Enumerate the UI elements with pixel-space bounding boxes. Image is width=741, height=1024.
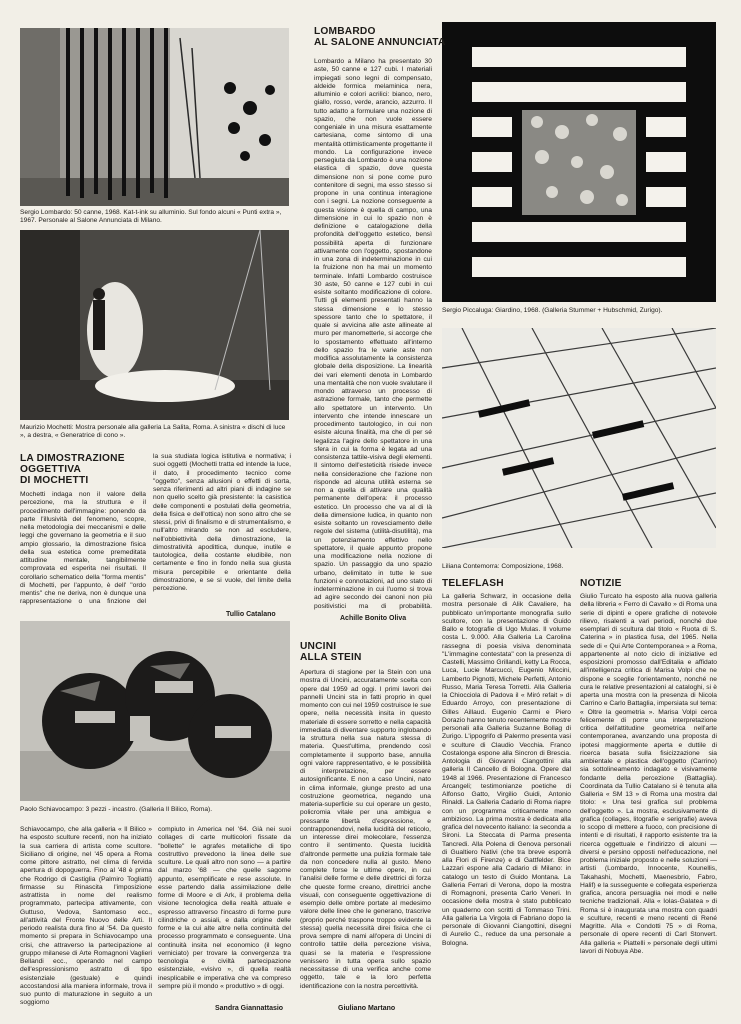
contemorra-image <box>442 328 716 548</box>
schiavocampo-article-body-col1: Schiavocampo, che alla galleria « Il Bilico » ha esposto sculture recenti, non ha iniziato la sua carriera di artista come scultore. Siciliano di origine, nel '45 opera a Roma come pittore astratto, nel clima di fervida apertura di dopoguerra. Fino al '48 è prima che Rodrigo di Castiglia (Palmiro Togliatti) firmasse su Rinascita l'imposizione astrattista in nome del realismo programmato, partecipa attivamente, con Guttuso, Vedova, Santomaso ecc., all'attività del Fronte Nuovo delle Arti. Il periodo realista dura fino al '54. Da questo momento si prepara in Schiavocampo una crisi, che attraverso la partecipazione al gruppo milanese di Arte Romagnoni Vaglieri Bellandi ecc., operando nel campo dell'espressionismo astratto di tipo esistenziale (gestuale) e quindi accostandosi alla maniera informale, trova il suo punto di maturazione in seguito a un soggiorno <box>20 826 152 1007</box>
teleflash-title: TELEFLASH <box>442 578 504 589</box>
mochetti-photo <box>20 230 289 420</box>
mochetti-article-body-col2: la sua studiata logica istitutiva e normativa; i suoi oggetti (Mochetti tratta ed intende la luce, il dato, il procedimento tecnico come "oggetto", senza allusioni o effetti di sorta, senza riferimenti ad altri piani di indagine se non quello scelto già presistente: la casistica delle componenti e postulati della geometria, della fisica e dell'ottica) non sono altro che se stessi, privi di finalismo e di strumentalismo, e null'altro mirando se non ad escludere, nell'obbiettività della dimostrazione, la dimostratività apodittica, dunque, inutile e tautologica, della costante eludibile, non certamente e fino in fondo nella sua giusta misura percepibile e orientante della dimostrazione, e se si vuole, del limite della percezione. <box>153 453 291 592</box>
lombardo-article-body: Lombardo a Milano ha presentato 30 aste, 50 canne e 127 cubi. I materiali impiegati sono legni di compensato, aldeide formica melaminica nera, alluminio e colori acrilici: bianco, nero, giallo, rosso, verde, arancio, azzurro. Il tutto adatto a formulare una nozione di spazio, che non vuole essere congeniale in una misura esattamente cartesiana, come sintomo di una mentalità ottimisticamente progettante il mondo. La configurazione invece persegiuta da Lombardo è una nozione elastica di spazio, dove questa dimensione non si pone come puro contenitore di segni, ma esso stesso si propone in una continua interagione con i segni. La nozione conseguente a questa visione è quella di campo, una dimensione in cui lo spazio non è definizione e catalogazione della profondità dell'oggetto estetico, bensì possibilità aperta di funzionare attivamente con l'oggetto, spostandone in una zona di indeterminazione in cui la fruizione non ha mai un momento terminale. Infatti Lombardo costruisce 30 aste, 50 canne e 127 cubi in cui esiste soltanto modificazione di colore. Tutti gli elementi presentati hanno la stessa dimensione e lo stesso spessore tanto che lo spettatore, il quale si avvicina alle aste allineate al muro per manometterle, si accorge che lo spostamento effettuato all'interno dello spazio fra le varie aste non modifica assolutamente la consistenza globale della disposizione. La linearità dei vari elementi denota in Lombardo una mentalità che non vuole svalutare il mondo attraverso un processo di astrazione formale, tanto che permette allo spettatore un intervento. Un intervento che intende innescare un procedimento tautologico, in cui non esiste alcuna finalità, ma che di per sé legalizza l'agire dello spettatore in una sfera in cui la forma è legata ad una consistenza tattile-visiva degli elementi. Il sintomo dell'esteticità risiede invece nella considerazione che l'azione non risponde ad alcuna utilità esterna se non a quella di attivare una qualità permanente dell'opera: il processo estetico. Un processo che va al di là della dimensione ludica, in quanto non esiste soltanto un rovesciamento delle regole del sistema (utilità-disutilità), ma un potenziamento effettivo nello spettatore, il quale appunto propone una modificazione nella nozione di spazio. Un passaggio da uno spazio urbano, delimitato in tutte le sue funzioni e connotazioni, ad uno stato di indeterminazione in cui l'uomo si trova ad agire secondo dei canoni non più positivistici ma di probabilità. <box>314 58 432 610</box>
schiavocampo-article-body-col2: compiuto in America nel '64. Già nei suoi collages di carte multicolori fissate da "bollette" le agrafes metalliche di tipo costruttivo prevedono la linea delle sue sculture. Le quali altro non sono — a partire dal marzo '68 — che quelle sagome appunto, esemplificate e rese assolute. In esse partendo dalla assimilazione delle forme di Moore e di Ark, il problema della visione tecnologica della realtà attuale e espresso attraverso l'incastro di forme pure cilindriche o assiali, e dalla origine delle forme e la cui alte altre nella continuità del processo programmato e conseguente. Una continuità insita nel economico (il legno verniciato) per trovare la convergenza tra tecnologia e civiltà partecipazione esistenziale, «visivo », di quella realtà inesplicabile e imperativa che va compreso sempre più il mondo « produttivo » di oggi. <box>158 826 291 990</box>
lombardo-photo-caption: Sergio Lombardo: 50 canne, 1968. Kat-t-ink su alluminio. Sul fondo alcuni « Punti extra », 1967. Personale al Salone Annunciata di Milano. <box>20 209 282 225</box>
contemorra-image-caption: Liliana Contemorra: Composizione, 1968. <box>442 563 564 570</box>
mochetti-article-body-col1: Mochetti indaga non il valore della percezione, ma la struttura e il procedimento dell'immagine: ponendo da parte l'illusività del fenomeno, scopre, nella metodologia dei meccanismi e delle leggi che governano la geometria e il suo ampio glossario, la dimostrazione fisica della sua estetica come premeditata attitudine mentale, tangibilmente comprovata ed esperita nei risultati. Il corollario schematico della "forma mentis" di Mochetti, per l'appunto, è dell' "ordo mentis" che ne deriva, non è dunque una rappresentazione o una finzione del <box>20 491 146 606</box>
schiavocampo-photo <box>20 621 290 801</box>
uncini-article-body: Apertura di stagione per la Stein con una mostra di Uncini, accuratamente scelta con opere dal 1959 ad oggi. I primi lavori dei pannelli Uncini sta in fatti proprio in quel momento con cui nel 1959 costruisce le sue opere, nella necessità insita in questo materiale di essere sorretto e nella capacità immediata di diventare supporto inglobando la struttura nella sua natura stessa di materia. Quest'ultima, prendendo così completamente il supporto base, annulla ogni valore rappresentativo, e le possibilità di interpretazione, per essere autosignificante. E non a caso Uncini, nato in clima informale, giunge presto ad una costruzione geometrica, negando una materia-superficie su cui operare un gesto, policromia vitale per una ambigua e pressante libertà d'espressione, e contrapponendovi, nella lucidità del reticolo, un interesse direi molecolare, l'essenza contro il sentimento. Questa lucidità d'altronde permette una pulizia formale tale da non concedere nulla al gusto. Meno complete forse le ultime opere, in cui l'analisi delle forme e delle direttrici di forza che queste forme creano, direttrici anche visuali, con conseguente oggettivazione di esempio delle ombre portate al medesimo valore delle linee che le generano, trascrive (proprio perché traspone troppo evidente la stessa) quella necessità direi fisica che ci prova sempre di nami all'opera di Uncini di controllo tattile della percezione visiva, quasi se la materia e l'espressione venissero in tutta opera sullo spazio necessitasse di una verifica anche come oggetto, tale e la loro perfetta identificazione con la nostra percettività. <box>300 669 431 990</box>
mochetti-article-title-line3: DI MOCHETTI <box>20 475 89 486</box>
lombardo-photo <box>20 28 289 206</box>
piccaluga-image-caption: Sergio Piccaluga: Giardino, 1968. (Galleria Stummer + Hubschmid, Zurigo). <box>442 307 663 314</box>
schiavocampo-photo-caption: Paolo Schiavocampo: 3 pezzi - incastro. (Galleria Il Bilico, Roma). <box>20 806 213 813</box>
mochetti-article-title-line1: LA DIMOSTRAZIONE <box>20 453 125 464</box>
mochetti-article-signature: Tullio Catalano <box>226 611 276 618</box>
uncini-article-signature: Giuliano Martano <box>338 1005 396 1012</box>
mochetti-article-title-line2: OGGETTIVA <box>20 464 82 475</box>
piccaluga-image <box>442 22 716 302</box>
lombardo-article-title-line1: LOMBARDO <box>314 26 376 37</box>
notizie-title: NOTIZIE <box>580 578 622 589</box>
mochetti-photo-caption: Maurizio Mochetti: Mostra personale alla galleria La Salita, Roma. A sinistra « dischi di luce », a destra, « Generatrice di cono ». <box>20 424 286 440</box>
teleflash-body: La galleria Schwarz, in occasione della mostra personale di Alik Cavaliere, ha pubblicato un'importante monografia sullo scultore, con la presentazione di Guido Ballo e fotografie di Ugo Mulas. Il volume costa L. 9.000. Alla Galleria La Carolina rassegna di poesia visiva denominata "L'immagine contestata" con la presenza di Castelli, Massimo Grillandi, ketty La Rocca, Luca, Lucie Marcucci, Eugenio Miccini, Lamberto Pignotti, Michele Perfetti, Antonio Russo, Maria Teresa Torretti. Alla Galleria la Chiocciola di Padova il « Miró refait » di Eduardo Arroyo, con presentazione di Gilles Aillaud. Eugenio Carmi e Piero Dorazio hanno tenuto recentemente mostre personali alla Galleria Suzanne Bollag di Zurigo. L'ippogrifo di Palermo presenta vasi e sculture di Claudio Vecchia. Franco Costalonga espone alla Sincron di Brescia. Antologia di Giovanni Ciangottini alla galleria Il Cancello di Bologna. Opere dal 1948 al 1966. Presentazione di Francesco Arcangeli; testimonianze poetiche di Alfonso Gatto, Virgilio Guidi, Antonio Rinaldi. La Galleria Cadario di Roma riapre con un programma criticamente meno ambizioso. La prima mostra è dedicata alla grafica del novecento italiano: la seconda a Sironi. La Steccata di Parma presenta Tancredi. Alla Polena di Genova personali di Gualtiero Nativi (che tra breve esporrà alla Flori di Firenze) e di Gattfelder. Bice Lazzari espone alla Cadario di Milano: in catalogo un testo di Guido Montana. La Galleria Ferrari di Verona, dopo la mostra di Romagnoni, presenta Carlo Veneri. In occasione della mostra è stato pubblicato un quaderno con scritti di Tommaso Trini. Alla galleria La Virgola di Fabriano dopo la personale di Giovanni Ciangottini, disegni di Aurelio C., reduce da una personale a Bologna. <box>442 593 571 947</box>
uncini-article-title-line1: UNCINI <box>300 641 337 652</box>
notizie-body: Giulio Turcato ha esposto alla nuova galleria della libreria « Ferro di Cavallo » di Roma una serie di dipinti e opere grafiche di notevole rilievo, risalenti a vari periodi, nonché due esemplari di scultura dal titolo « Ruota di S. Caterina » in plastica fusa, del 1965. Nella sede di « Qui Arte Contemporanea » a Roma, appartenente al noto ciclo di iniziative ed esposizioni promosso dall'Editalia e affidato all'intelligenza critica di Marisa Volpi che ne dispone e sceglie l'orientamento, nonché ne cura le relative presentazioni al cataloghi, si è aperta una mostra con la presenza di Nicola Carrino e Carlo Battaglia, impersiata sul tema: « Oltre la geometria ». Marisa Volpi cerca felicemente di porre una interpretazione critica dell'attitudine geometrica nell'arte contemporanea, avanzando una proposta di ipotesi maggiormente aperta e duttile di ricerca basata sulla fisicizzazione sia ambientale e plastica dell'oggetto (Carrino) sia sottolineamento indagato e visivamente fondante della percezione (Battaglia). Coordinata da Tullio Catalano si è tenuta alla Galleria « SM 13 » di Roma una mostra dal titolo: « Una tesi grafica sul problema dell'oggetto ». La mostra, esclusivamente di grafica (collages, litografie e serigrafie) aveva lo scopo di mettere a fuoco, con precisione di intenti e di risultati, il rapporto esistente tra la ricerca oggettuale e l'indirizzo di alcuni — diversi e persino opposti nell'educazione, nel problema iniziale proposto e nelle soluzioni — artisti (Lombardo, Innocente, Kounellis, Takahashi, Mochetti, Maenesbrio, Fabro, Halif) e la susseguente e collegata esperienza grafica, ancora persuaglia nei modi e nelle tecniche tradizionali. Alla « Iolas-Galatea » di Roma si è inaugurata una mostra con quadri e sculture, recenti e meno recenti di René Magritte. Alla « Condotti 75 » di Roma, personale di opere recenti di Carl Stonvert. Alla galleria « Piattelli » personale degli ultimi lavori di Nobuya Abe. <box>580 593 717 955</box>
schiavocampo-article-signature: Sandra Giannattasio <box>215 1005 284 1012</box>
uncini-article-title-line2: ALLA STEIN <box>300 652 362 663</box>
lombardo-article-title-line2: AL SALONE ANNUNCIATA <box>314 37 446 48</box>
lombardo-article-signature: Achille Bonito Oliva <box>340 615 407 622</box>
